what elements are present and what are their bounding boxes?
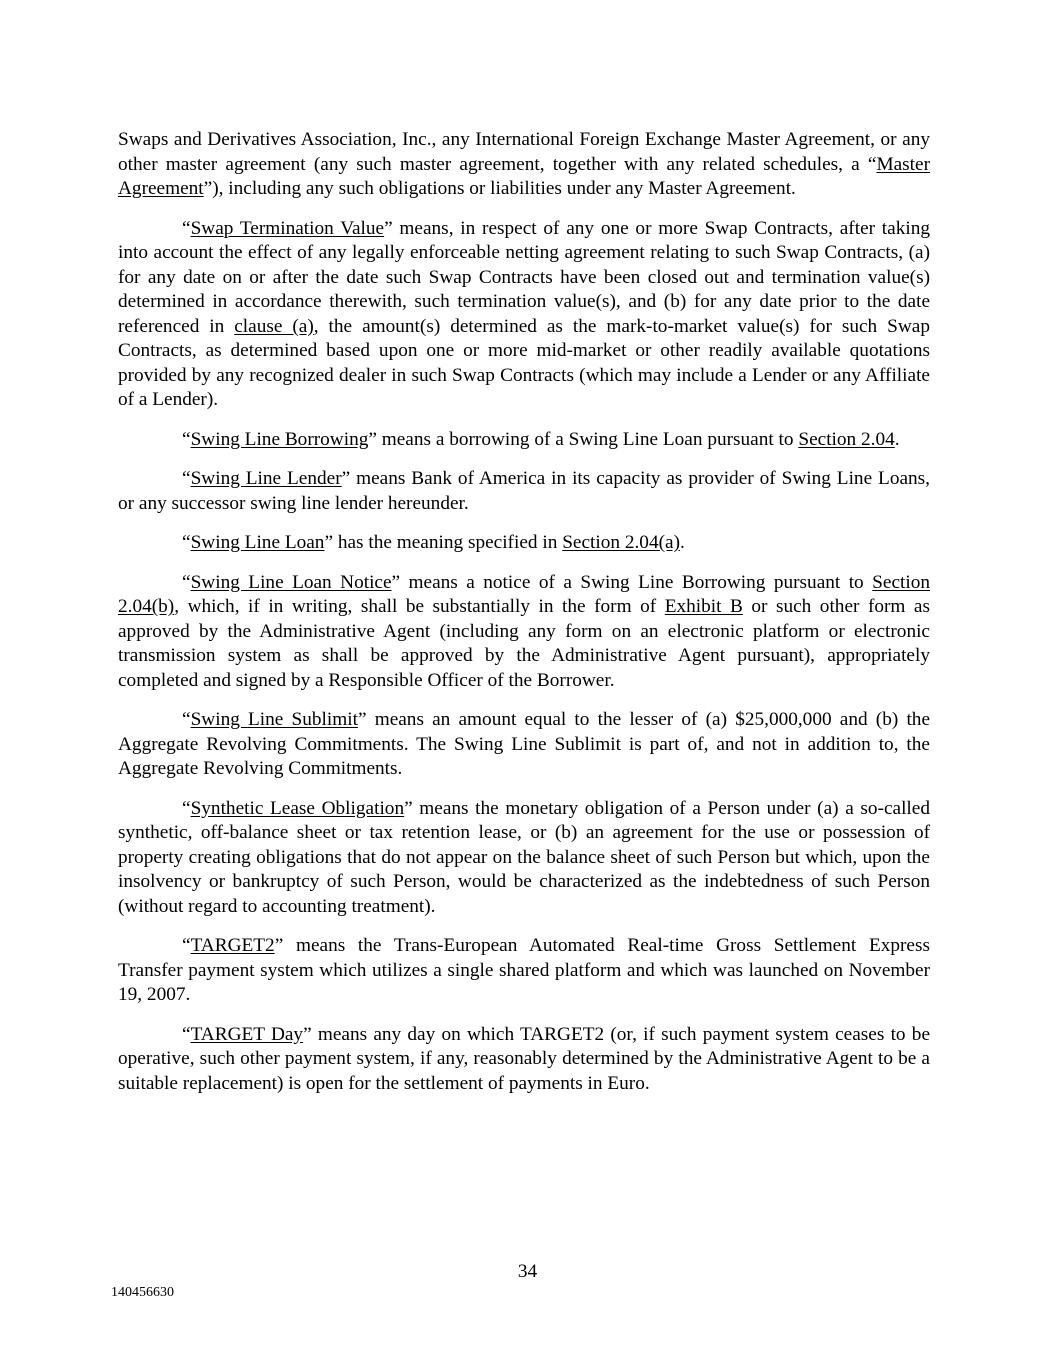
text-run: ” means an amount equal to the lesser of (a) $25,000,000 and (b) the Aggregate Revolving Commitments. The Swing Line Sublimit is part of, and not in addition to, the Aggregate Revolving Commitments. (118, 709, 930, 779)
defined-term: Master Agreement (118, 153, 930, 199)
text-run: ” means a notice of a Swing Line Borrowing pursuant to (391, 571, 873, 593)
defined-term: Swing Line Lender (190, 468, 342, 489)
paragraph (118, 531, 930, 556)
text-run: ” means Bank of America in its capacity as provider of Swing Line Loans, or any successor swing line lender hereunder. (118, 468, 931, 514)
text-run: . (894, 428, 900, 450)
text-run: ” means, in respect of any one or more Swap Contracts, after taking into account the effect of any legally enforceable netting agreement relating to such Swap Contracts, (a) for any date on or after the date such Swap Contracts have been closed out and termination value(s) determined in accordance therewith, such termination value(s), and (b) for any date prior to the date referenced in (118, 217, 931, 337)
paragraph (118, 571, 930, 694)
text-run: ” means a borrowing of a Swing Line Loan pursuant to (368, 428, 799, 450)
text-run: . (679, 532, 685, 553)
text-run: “ (182, 217, 191, 239)
text-run: , which, if in writing, shall be substantially in the form of (174, 596, 665, 617)
document-id-stamp: 140456630 (111, 1285, 174, 1300)
text-run: “ (182, 428, 191, 450)
defined-term: Swap Termination Value (190, 217, 385, 239)
defined-term: TARGET2 (190, 935, 275, 956)
defined-term: TARGET Day (190, 1023, 304, 1045)
text-run: , the amount(s) determined as the mark-to-market value(s) for such Swap Contracts, as determined based upon one or more mid-market or other readily available quotations provided by any recognized dealer in such Swap Contracts (which may include a Lender or any Affiliate of a Lender). (118, 315, 930, 410)
text-run: “ (182, 935, 191, 956)
text-run: ” means any day on which TARGET2 (or, if such payment system ceases to be operative, such other payment system, if any, reasonably determined by the Administrative Agent to be a suitable replacement) is open for the settlement of payments in Euro. (118, 1023, 931, 1094)
text-run: ” has the meaning specified in (324, 532, 563, 553)
defined-term: Section 2.04(b) (118, 571, 930, 617)
paragraph (118, 934, 930, 1008)
paragraph (118, 467, 930, 516)
defined-term: Section 2.04 (798, 428, 895, 450)
text-run: “ (182, 797, 191, 819)
defined-term: Swing Line Loan (190, 532, 325, 553)
defined-term: Synthetic Lease Obligation (190, 797, 405, 819)
paragraph (118, 797, 930, 920)
defined-term: Swing Line Loan Notice (190, 571, 392, 593)
text-run: Swaps and Derivatives Association, Inc., any International Foreign Exchange Master Agreement, or any other master agreement (any such master agreement, together with any related schedules, a “ (118, 129, 930, 175)
text-run: “ (182, 709, 191, 730)
text-run: or such other form as approved by the Administrative Agent (including any form on an electronic platform or electronic transmission system as shall be approved by the Administrative Agent pursuant), appropriately completed and signed by a Responsible Officer of the Borrower. (118, 596, 930, 691)
defined-term: Exhibit B (664, 596, 743, 617)
paragraph (118, 708, 930, 782)
paragraph (118, 428, 930, 453)
text-run: “ (182, 468, 191, 489)
text-run: “ (182, 1023, 191, 1045)
defined-term: Swing Line Borrowing (190, 428, 369, 450)
defined-term: Swing Line Sublimit (190, 709, 358, 730)
paragraph (118, 217, 930, 413)
paragraph (118, 1023, 930, 1097)
text-run: “ (182, 571, 191, 593)
text-run: ”), including any such obligations or liabilities under any Master Agreement. (203, 178, 796, 199)
document-body (118, 128, 930, 1111)
defined-term: clause (a) (234, 315, 314, 337)
page-number: 34 (517, 1261, 538, 1282)
text-run: ” means the Trans-European Automated Real-time Gross Settlement Express Transfer payment system which utilizes a single shared platform and which was launched on November 19, 2007. (118, 935, 930, 1005)
text-run: ” means the monetary obligation of a Person under (a) a so-called synthetic, off-balance sheet or tax retention lease, or (b) an agreement for the use or possession of property creating obligations that do not appear on the balance sheet of such Person but which, upon the insolvency or bankruptcy of such Person, would be characterized as the indebtedness of such Person (without regard to accounting treatment). (118, 797, 930, 917)
text-run: “ (182, 532, 191, 553)
defined-term: Section 2.04(a) (562, 532, 680, 553)
paragraph (118, 128, 930, 202)
